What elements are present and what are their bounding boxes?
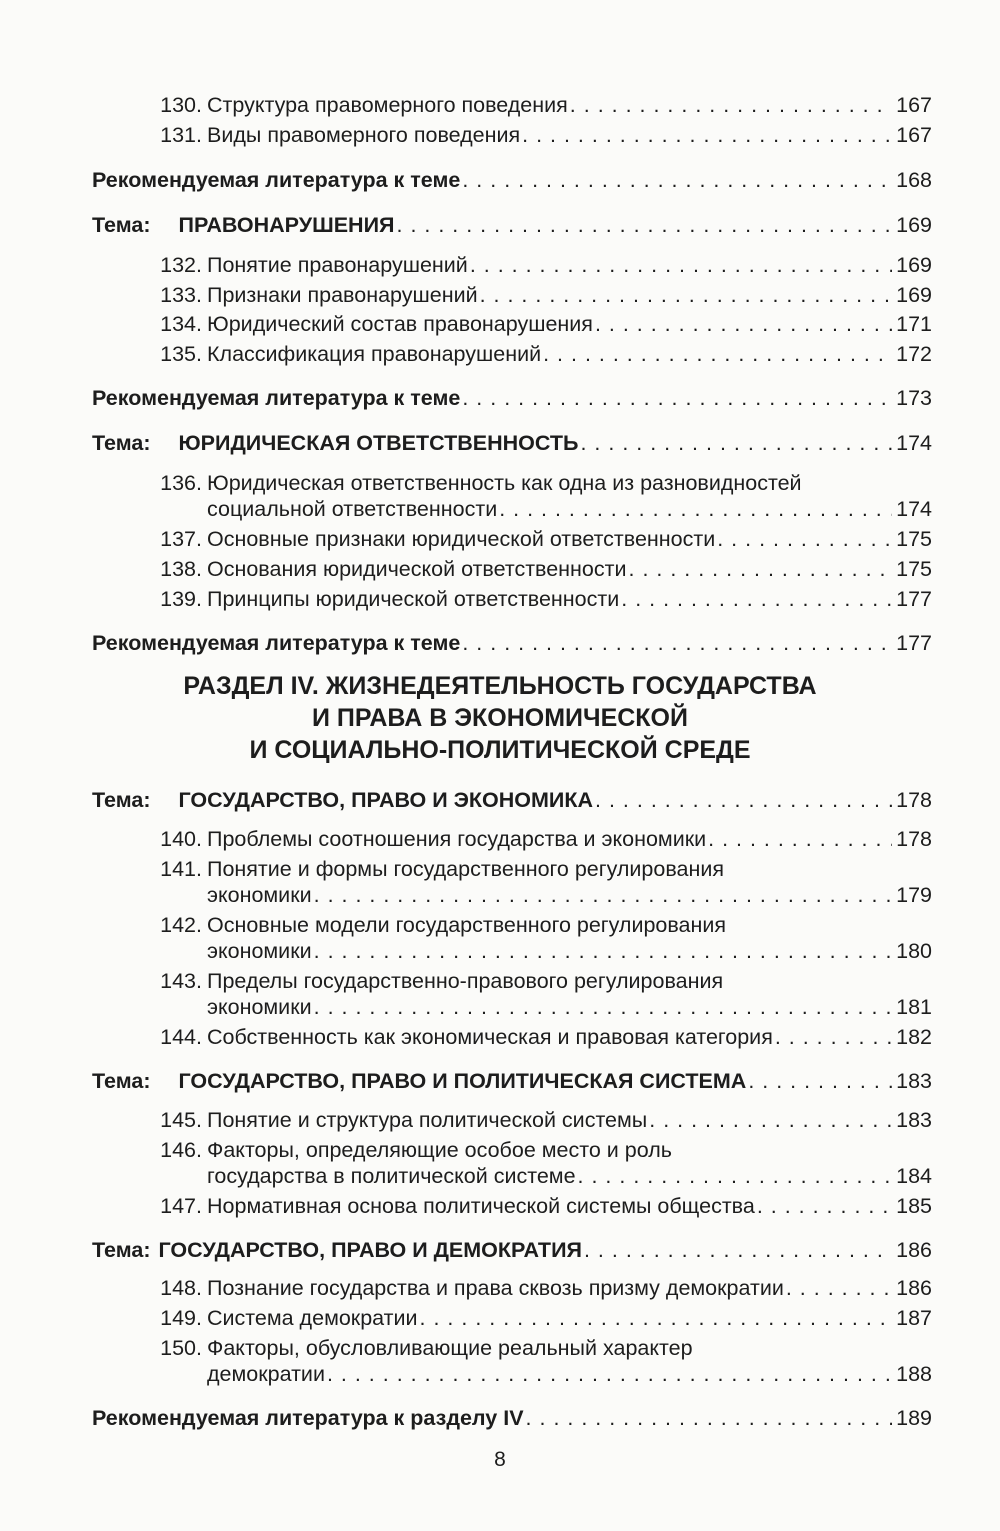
entry-page: 184 <box>896 1164 932 1188</box>
leader-dots <box>595 311 892 337</box>
entry-title: Понятие правонарушений <box>207 253 468 277</box>
toc-entry <box>150 282 932 308</box>
toc-entry-continuation <box>207 938 932 964</box>
leader-dots <box>462 167 892 193</box>
entry-number: 148. <box>160 1276 202 1300</box>
topic-label: Тема: <box>92 1069 151 1093</box>
leader-dots <box>595 787 892 813</box>
entry-page: 169 <box>896 283 932 307</box>
toc-entry <box>150 470 932 496</box>
toc-entry <box>150 1193 932 1219</box>
section-heading-line2: И ПРАВА В ЭКОНОМИЧЕСКОЙ <box>312 704 688 732</box>
entry-page: 180 <box>896 939 932 963</box>
topic-label: Тема: <box>92 788 151 812</box>
toc-entry <box>150 1335 932 1361</box>
leader-dots <box>786 1275 892 1301</box>
entry-number: 146. <box>160 1138 202 1162</box>
entry-page: 182 <box>896 1025 932 1049</box>
entry-title: Проблемы соотношения государства и экономики <box>207 827 707 851</box>
entry-title-line1: Пределы государственно-правового регулирования <box>207 969 724 993</box>
entry-page: 177 <box>896 631 932 655</box>
toc-entry <box>150 586 932 612</box>
leader-dots <box>580 430 892 456</box>
topic-label: Тема: <box>92 213 151 237</box>
entry-page: 167 <box>896 123 932 147</box>
entry-number: 144. <box>160 1025 202 1049</box>
entry-title: Система демократии <box>207 1306 418 1330</box>
leader-dots <box>578 1163 893 1189</box>
topic-heading <box>92 430 932 456</box>
entry-page: 178 <box>896 788 932 812</box>
entry-number: 134. <box>160 312 202 336</box>
recommended-literature-entry <box>92 167 932 193</box>
leader-dots <box>757 1193 892 1219</box>
topic-title: ГОСУДАРСТВО, ПРАВО И ПОЛИТИЧЕСКАЯ СИСТЕМА <box>178 1069 747 1093</box>
entry-page: 186 <box>896 1276 932 1300</box>
leader-dots <box>314 938 893 964</box>
toc-entry <box>150 826 932 852</box>
toc-entry <box>150 341 932 367</box>
leader-dots <box>462 385 892 411</box>
toc-entry <box>150 1137 932 1163</box>
leader-dots <box>748 1068 892 1094</box>
entry-number: 149. <box>160 1306 202 1330</box>
topic-title: ЮРИДИЧЕСКАЯ ОТВЕТСТВЕННОСТЬ <box>178 431 579 455</box>
leader-dots <box>522 122 892 148</box>
topic-title: ПРАВОНАРУШЕНИЯ <box>178 213 395 237</box>
entry-number: 130. <box>160 93 202 117</box>
toc-entry <box>150 556 932 582</box>
leader-dots <box>314 994 893 1020</box>
entry-title: Рекомендуемая литература к теме <box>92 386 461 410</box>
entry-number: 142. <box>160 913 202 937</box>
entry-page: 186 <box>896 1238 932 1262</box>
entry-title: Рекомендуемая литература к теме <box>92 168 461 192</box>
topic-label: Тема: <box>92 1238 151 1262</box>
entry-title-line1: Понятие и формы государственного регулирования <box>207 857 724 881</box>
entry-page: 185 <box>896 1194 932 1218</box>
leader-dots <box>584 1237 892 1263</box>
entry-title-line1: Факторы, обусловливающие реальный характер <box>207 1336 693 1360</box>
entry-title-line2: экономики <box>207 939 312 963</box>
entry-title: Рекомендуемая литература к теме <box>92 631 461 655</box>
toc-entry <box>150 252 932 278</box>
entry-page: 177 <box>896 587 932 611</box>
toc-entry <box>150 968 932 994</box>
entry-title-line1: Основные модели государственного регулирования <box>207 913 727 937</box>
toc-entry <box>150 1275 932 1301</box>
leader-dots <box>480 282 893 308</box>
entry-number: 143. <box>160 969 202 993</box>
toc-entry <box>150 1024 932 1050</box>
toc-entry <box>150 856 932 882</box>
entry-page: 169 <box>896 253 932 277</box>
entry-page: 173 <box>896 386 932 410</box>
section-heading-line3: И СОЦИАЛЬНО-ПОЛИТИЧЕСКОЙ СРЕДЕ <box>249 736 751 764</box>
entry-number: 138. <box>160 557 202 581</box>
toc-entry <box>150 912 932 938</box>
toc-entry-continuation <box>207 1163 932 1189</box>
entry-title: Собственность как экономическая и правовая категория <box>207 1025 773 1049</box>
entry-page: 174 <box>896 431 932 455</box>
section-heading-line1: РАЗДЕЛ IV. ЖИЗНЕДЕЯТЕЛЬНОСТЬ ГОСУДАРСТВА <box>183 672 817 700</box>
toc-entry-continuation <box>207 496 932 522</box>
leader-dots <box>621 586 892 612</box>
entry-page: 171 <box>896 312 932 336</box>
toc-entry-continuation <box>207 882 932 908</box>
entry-number: 145. <box>160 1108 202 1132</box>
entry-title: Классификация правонарушений <box>207 342 542 366</box>
entry-title-line2: государства в политической системе <box>207 1164 576 1188</box>
entry-title: Юридический состав правонарушения <box>207 312 593 336</box>
leader-dots <box>570 92 892 118</box>
entry-page: 183 <box>896 1108 932 1132</box>
topic-label: Тема: <box>92 431 151 455</box>
entry-page: 175 <box>896 527 932 551</box>
entry-page: 188 <box>896 1362 932 1386</box>
toc-entry <box>150 122 932 148</box>
topic-heading <box>92 212 932 238</box>
topic-heading <box>92 1237 932 1263</box>
entry-page: 168 <box>896 168 932 192</box>
leader-dots <box>462 630 892 656</box>
entry-title: Основные признаки юридической ответственности <box>207 527 716 551</box>
topic-heading <box>92 1068 932 1094</box>
leader-dots <box>543 341 892 367</box>
leader-dots <box>499 496 892 522</box>
entry-title: Основания юридической ответственности <box>207 557 627 581</box>
entry-page: 187 <box>896 1306 932 1330</box>
entry-title: Рекомендуемая литература к разделу IV <box>92 1406 524 1430</box>
topic-heading <box>92 787 932 813</box>
entry-number: 133. <box>160 283 202 307</box>
entry-title: Нормативная основа политической системы общества <box>207 1194 755 1218</box>
toc-entry <box>150 526 932 552</box>
page-number: 8 <box>494 1448 506 1471</box>
toc-entry <box>150 1305 932 1331</box>
leader-dots <box>314 882 893 908</box>
entry-page: 174 <box>896 497 932 521</box>
entry-title: Структура правомерного поведения <box>207 93 568 117</box>
toc-entry <box>150 311 932 337</box>
leader-dots <box>708 826 892 852</box>
entry-number: 147. <box>160 1194 202 1218</box>
recommended-literature-entry <box>92 385 932 411</box>
leader-dots <box>526 1405 893 1431</box>
leader-dots <box>717 526 892 552</box>
leader-dots <box>420 1305 893 1331</box>
entry-title: Познание государства и права сквозь призму демократии <box>207 1276 784 1300</box>
entry-number: 135. <box>160 342 202 366</box>
toc-entry <box>150 92 932 118</box>
entry-page: 181 <box>896 995 932 1019</box>
toc-entry-continuation <box>207 1361 932 1387</box>
entry-number: 131. <box>160 123 202 147</box>
entry-title: Понятие и структура политической системы <box>207 1108 648 1132</box>
entry-title-line2: социальной ответственности <box>207 497 498 521</box>
leader-dots <box>470 252 892 278</box>
entry-number: 139. <box>160 587 202 611</box>
toc-entry-continuation <box>207 994 932 1020</box>
leader-dots <box>397 212 893 238</box>
topic-title: ГОСУДАРСТВО, ПРАВО И ДЕМОКРАТИЯ <box>158 1238 582 1262</box>
leader-dots <box>629 556 893 582</box>
topic-title: ГОСУДАРСТВО, ПРАВО И ЭКОНОМИКА <box>178 788 594 812</box>
recommended-literature-entry <box>92 630 932 656</box>
entry-number: 150. <box>160 1336 202 1360</box>
entry-page: 178 <box>896 827 932 851</box>
entry-number: 136. <box>160 471 202 495</box>
leader-dots <box>327 1361 892 1387</box>
entry-title: Признаки правонарушений <box>207 283 478 307</box>
entry-number: 140. <box>160 827 202 851</box>
entry-title-line2: демократии <box>207 1362 325 1386</box>
entry-number: 137. <box>160 527 202 551</box>
entry-title: Виды правомерного поведения <box>207 123 521 147</box>
leader-dots <box>775 1024 892 1050</box>
recommended-literature-entry <box>92 1405 932 1431</box>
entry-page: 183 <box>896 1069 932 1093</box>
leader-dots <box>649 1107 892 1133</box>
entry-page: 175 <box>896 557 932 581</box>
entry-title-line1: Юридическая ответственность как одна из разновидностей <box>207 471 802 495</box>
entry-page: 172 <box>896 342 932 366</box>
toc-entry <box>150 1107 932 1133</box>
entry-page: 179 <box>896 883 932 907</box>
entry-title-line2: экономики <box>207 883 312 907</box>
entry-title-line1: Факторы, определяющие особое место и роль <box>207 1138 672 1162</box>
entry-page: 167 <box>896 93 932 117</box>
entry-page: 189 <box>896 1406 932 1430</box>
entry-page: 169 <box>896 213 932 237</box>
entry-title: Принципы юридической ответственности <box>207 587 620 611</box>
entry-title-line2: экономики <box>207 995 312 1019</box>
entry-number: 141. <box>160 857 202 881</box>
entry-number: 132. <box>160 253 202 277</box>
